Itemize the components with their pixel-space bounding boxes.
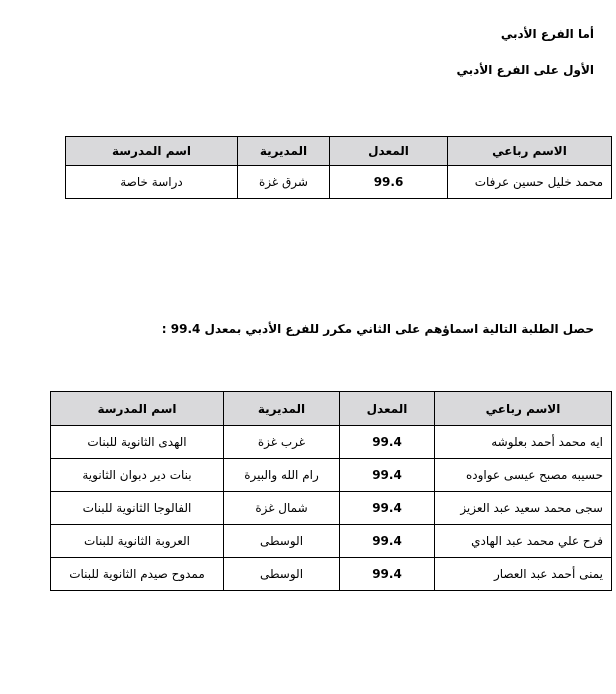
student-name: يمنى أحمد عبد العصار [435,558,612,591]
student-school: الهدى الثانوية للبنات [51,426,224,459]
table-row [51,558,612,591]
col-header-directorate: المديرية [224,392,340,426]
table-header-row [66,137,612,166]
col-header-average: المعدل [330,137,448,166]
student-average: 99.4 [340,459,435,492]
col-header-school: اسم المدرسة [51,392,224,426]
col-header-name: الاسم رباعي [435,392,612,426]
table-row [51,426,612,459]
col-header-average: المعدل [340,392,435,426]
student-school: دراسة خاصة [66,166,238,199]
first-place-heading: الأول على الفرع الأدبي [456,63,594,77]
second-place-heading: حصل الطلبة التالية اسماؤهم على الثاني مكرر للفرع الأدبي بمعدل 99.4 : [161,322,594,336]
student-directorate: الوسطى [224,525,340,558]
second-place-table [50,391,612,591]
student-name: ايه محمد أحمد بعلوشه [435,426,612,459]
student-average: 99.6 [330,166,448,199]
student-average: 99.4 [340,558,435,591]
col-header-name: الاسم رباعي [448,137,612,166]
first-place-table [65,136,612,199]
col-header-school: اسم المدرسة [66,137,238,166]
branch-heading: أما الفرع الأدبي [500,27,594,41]
student-average: 99.4 [340,426,435,459]
student-average: 99.4 [340,492,435,525]
student-school: ممدوح صيدم الثانوية للبنات [51,558,224,591]
table-row [51,525,612,558]
student-school: العروبة الثانوية للبنات [51,525,224,558]
table-row [51,459,612,492]
student-directorate: رام الله والبيرة [224,459,340,492]
col-header-directorate: المديرية [238,137,330,166]
student-average: 99.4 [340,525,435,558]
student-school: الفالوجا الثانوية للبنات [51,492,224,525]
student-name: حسيبه مصبح عيسى عواوده [435,459,612,492]
student-directorate: الوسطى [224,558,340,591]
student-name: فرح علي محمد عبد الهادي [435,525,612,558]
student-school: بنات دير دبوان الثانوية [51,459,224,492]
table-row [51,492,612,525]
student-directorate: شرق غزة [238,166,330,199]
student-directorate: غرب غزة [224,426,340,459]
table-header-row [51,392,612,426]
table-row [66,166,612,199]
student-directorate: شمال غزة [224,492,340,525]
student-name: سجى محمد سعيد عبد العزيز [435,492,612,525]
student-name: محمد خليل حسين عرفات [448,166,612,199]
